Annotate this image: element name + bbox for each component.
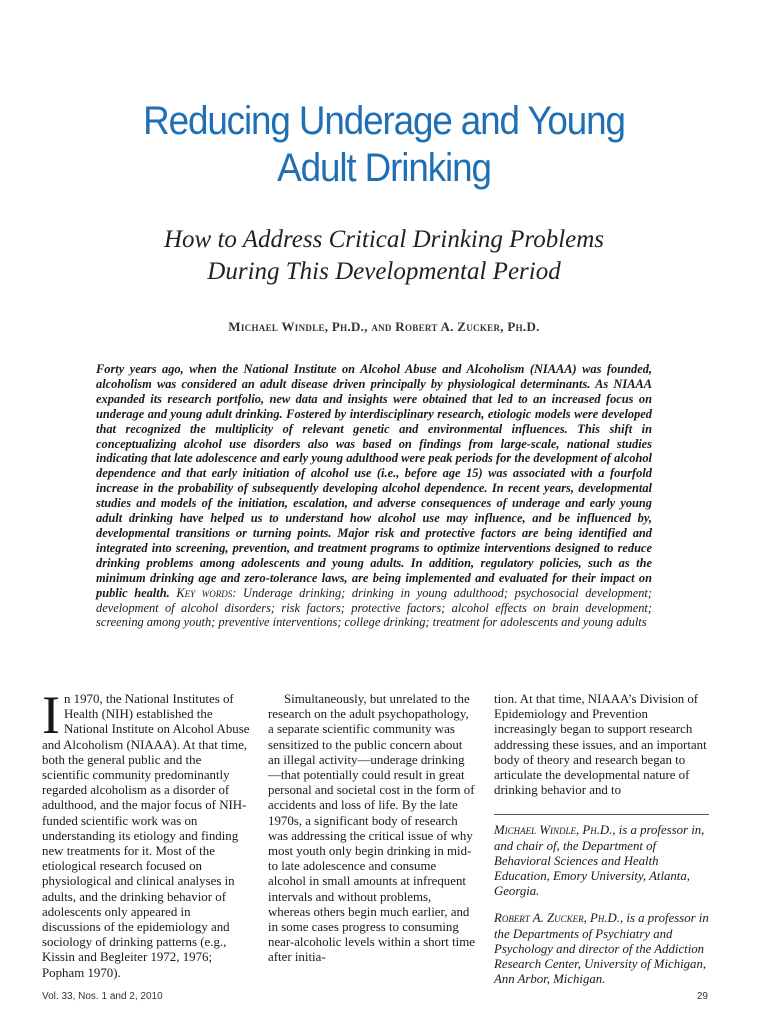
article-title: [68, 98, 701, 192]
bio-text-zucker: , is a professor in the Departments of Psychiatry and Psychology and director of the Addiction Research Center, University of Michigan, Ann Arbor, Michigan.: [494, 911, 709, 987]
column-1-text: n 1970, the National Institutes of Health (NIH) established the National Institute on Alcohol Abuse and Alcoholism (NIAAA). At that time, both the general public and the scientific community predominantly regarded alcoholism as a disorder of adulthood, and the major focus of NIH-funded scientific work was on understanding its etiology and finding new treatments for it. Most of the etiological research focused on physiological and clinical analyses in adults, and the drinking behavior of adolescents only appeared in discussions of the epidemiology and sociology of drinking patterns (e.g., Kissin and Begleiter 1972, 1976; Popham 1970).: [42, 692, 250, 980]
author-bio-windle: [494, 823, 709, 899]
bio-name-windle: Michael Windle, Ph.D.: [494, 823, 613, 838]
body-column-1: [42, 685, 250, 981]
body-column-2: [268, 692, 476, 966]
bio-text-windle: , is a professor in, and chair of, the Department of Behavioral Sciences and Health Education, Emory University, Atlanta, Georgia.: [494, 823, 705, 899]
keywords-text: Underage drinking; drinking in young adulthood; psychosocial development; development of alcohol disorders; risk factors; protective factors; alcohol effects on brain development; screening among youth; preventive interventions; college drinking; treatment for adolescents and young adults: [96, 585, 652, 630]
subtitle-line-2: During This Developmental Period: [207, 258, 561, 285]
title-line-1: Reducing Underage and Young: [143, 99, 625, 143]
abstract-body: Forty years ago, when the National Institute on Alcohol Abuse and Alcoholism (NIAAA) was founded, alcoholism was considered an adult disease driven principally by physiological determinants. As NIAAA expanded its research portfolio, new data and insights were obtained that led to an increased focus on underage and young adult drinking. Fostered by interdisciplinary research, etiologic models were developed that recognized the multiplicity of relevant genetic and environmental influences. This shift in conceptualizing alcohol use disorders also was based on findings from large-scale, national studies indicating that late adolescence and early young adulthood were peak periods for the development of alcohol dependence and that early initiation of alcohol use (i.e., before age 15) was associated with a fourfold increase in the probability of subsequently developing alcohol dependence. In recent years, developmental studies and models of the initiation, escalation, and adverse consequences of underage and early young adult drinking have helped us to understand how alcohol use may influence, and be influenced by, developmental transitions or turning points. Major risk and protective factors are being identified and integrated into screening, prevention, and treatment programs to optimize interventions designed to reduce drinking problems among adolescents and young adults. In addition, regulatory policies, such as the minimum drinking age and zero-tolerance laws, are being implemented and evaluated for their impact on public health.: [96, 362, 652, 600]
column-3-text: tion. At that time, NIAAA’s Division of Epidemiology and Prevention increasingly began to support research addressing these issues, and an important body of theory and research began to articulate the developmental nature of drinking behavior and to: [494, 692, 707, 798]
footer-page-number: 29: [696, 991, 708, 1002]
author-byline: Michael Windle, Ph.D., and Robert A. Zucker, Ph.D.: [228, 319, 540, 334]
footer-volume: Vol. 33, Nos. 1 and 2, 2010: [42, 991, 163, 1002]
column-2-text: Simultaneously, but unrelated to the research on the adult psychopathology, a separate scientific community was sensitized to the public concern about an illegal activity—underage drinking—that potentially could result in great personal and societal cost in the form of accidents and loss of life. By the late 1970s, a significant body of research was addressing the critical issue of why most youth only begin drinking in mid- to late adolescence and consume alcohol in small amounts at infrequent intervals and without problems, whereas others begin much earlier, and in some cases progress to consuming near-alcoholic levels within a short time after initia-: [268, 692, 475, 965]
author-bio-zucker: [494, 911, 709, 987]
subtitle-line-1: How to Address Critical Drinking Problems: [163, 226, 605, 253]
bio-name-zucker: Robert A. Zucker, Ph.D.: [494, 911, 620, 926]
title-line-2: Adult Drinking: [277, 146, 491, 190]
drop-cap: I: [42, 685, 60, 745]
article-subtitle: [40, 224, 728, 288]
bio-divider: [494, 814, 709, 815]
keywords-label: Key words:: [176, 585, 237, 600]
body-column-3: [494, 692, 709, 987]
abstract: [96, 362, 652, 630]
